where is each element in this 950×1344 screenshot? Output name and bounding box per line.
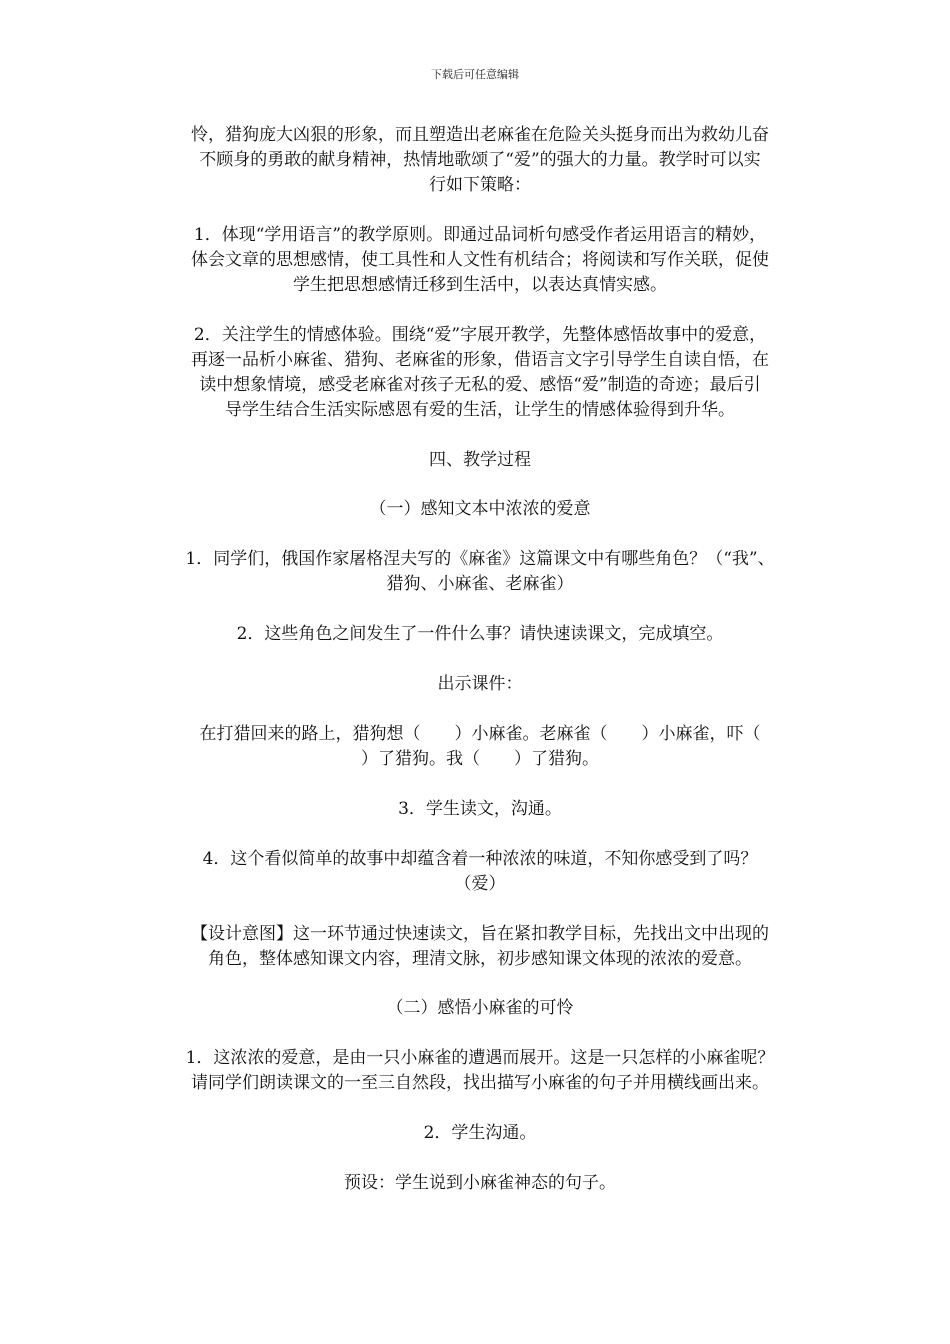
text-line: 在打猎回来的路上，猎狗想（ ）小麻雀。老麻雀（ ）小麻雀，吓（ <box>199 724 761 744</box>
paragraph-sparrow-question <box>140 1046 820 1096</box>
text-line: 4．这个看似简单的故事中却蕴含着一种浓浓的味道，不知你感受到了吗？ <box>202 849 758 869</box>
text-line: ）了猎狗。我（ ）了猎狗。 <box>361 749 599 769</box>
paragraph-step-4 <box>140 847 820 897</box>
paragraph-fill-blank <box>140 722 820 772</box>
section-heading <box>140 448 820 473</box>
text-line: 2．关注学生的情感体验。围绕“爱”字展开教学，先整体感悟故事中的爱意， <box>193 325 767 345</box>
text-line: （爱） <box>454 874 506 894</box>
subsection-heading-2 <box>140 996 820 1021</box>
subsection-heading-1 <box>140 497 820 522</box>
text-line: （一）感知文本中浓浓的爱意 <box>369 499 591 519</box>
text-line: 学生把思想感情迁移到生活中，以表达真情实感。 <box>293 275 667 295</box>
paragraph-preset <box>140 1171 820 1196</box>
text-line: 1．体现“学用语言”的教学原则。即通过品词析句感受作者运用语言的精妙， <box>193 225 767 245</box>
text-line: 1．同学们，俄国作家屠格涅夫写的《麻雀》这篇课文中有哪些角色？（“我”、 <box>185 549 775 569</box>
text-line: 出示课件： <box>437 674 523 694</box>
text-line: 预设：学生说到小麻雀神态的句子。 <box>344 1173 616 1193</box>
text-line: 1．这浓浓的爱意，是由一只小麻雀的遭遇而展开。这是一只怎样的小麻雀呢？ <box>185 1048 775 1068</box>
paragraph-strategy-2 <box>140 323 820 423</box>
text-line: 怜，猎狗庞大凶狠的形象，而且塑造出老麻雀在危险关头挺身而出为救幼儿奋 <box>191 125 769 145</box>
page-header: 下载后可任意编辑 <box>431 68 519 81</box>
text-line: （二）感悟小麻雀的可怜 <box>386 998 574 1018</box>
paragraph-courseware <box>140 672 820 697</box>
paragraph-design-intent <box>140 922 820 972</box>
paragraph-question-2 <box>140 622 820 647</box>
paragraph-strategy-1 <box>140 223 820 298</box>
text-line: 请同学们朗读课文的一至三自然段，找出描写小麻雀的句子并用横线画出来。 <box>191 1073 769 1093</box>
paragraph-student-discuss <box>140 1121 820 1146</box>
text-line: 体会文章的思想感情，使工具性和人文性有机结合；将阅读和写作关联，促使 <box>191 250 769 270</box>
text-line: 四、教学过程 <box>429 450 531 470</box>
text-line: 角色，整体感知课文内容，理清文脉，初步感知课文体现的浓浓的爱意。 <box>208 949 752 969</box>
text-line: 行如下策略： <box>429 175 531 195</box>
text-line: 2．这些角色之间发生了一件什么事？请快速读课文，完成填空。 <box>236 624 724 644</box>
paragraph-question-1 <box>140 547 820 597</box>
text-line: 再逐一品析小麻雀、猎狗、老麻雀的形象，借语言文字引导学生自读自悟，在 <box>191 350 769 370</box>
paragraph-step-3 <box>140 797 820 822</box>
text-line: 2．学生沟通。 <box>423 1123 537 1143</box>
text-line: 【设计意图】这一环节通过快速读文，旨在紧扣教学目标，先找出文中出现的 <box>191 924 769 944</box>
text-line: 不顾身的勇敢的献身精神，热情地歌颂了“爱”的强大的力量。教学时可以实 <box>199 150 761 170</box>
text-line: 猎狗、小麻雀、老麻雀） <box>386 574 574 594</box>
text-line: 导学生结合生活实际感恩有爱的生活，让学生的情感体验得到升华。 <box>225 400 735 420</box>
text-line: 读中想象情境，感受老麻雀对孩子无私的爱、感悟“爱”制造的奇迹；最后引 <box>199 375 761 395</box>
text-line: 3．学生读文，沟通。 <box>398 799 562 819</box>
paragraph-intro <box>140 123 820 198</box>
